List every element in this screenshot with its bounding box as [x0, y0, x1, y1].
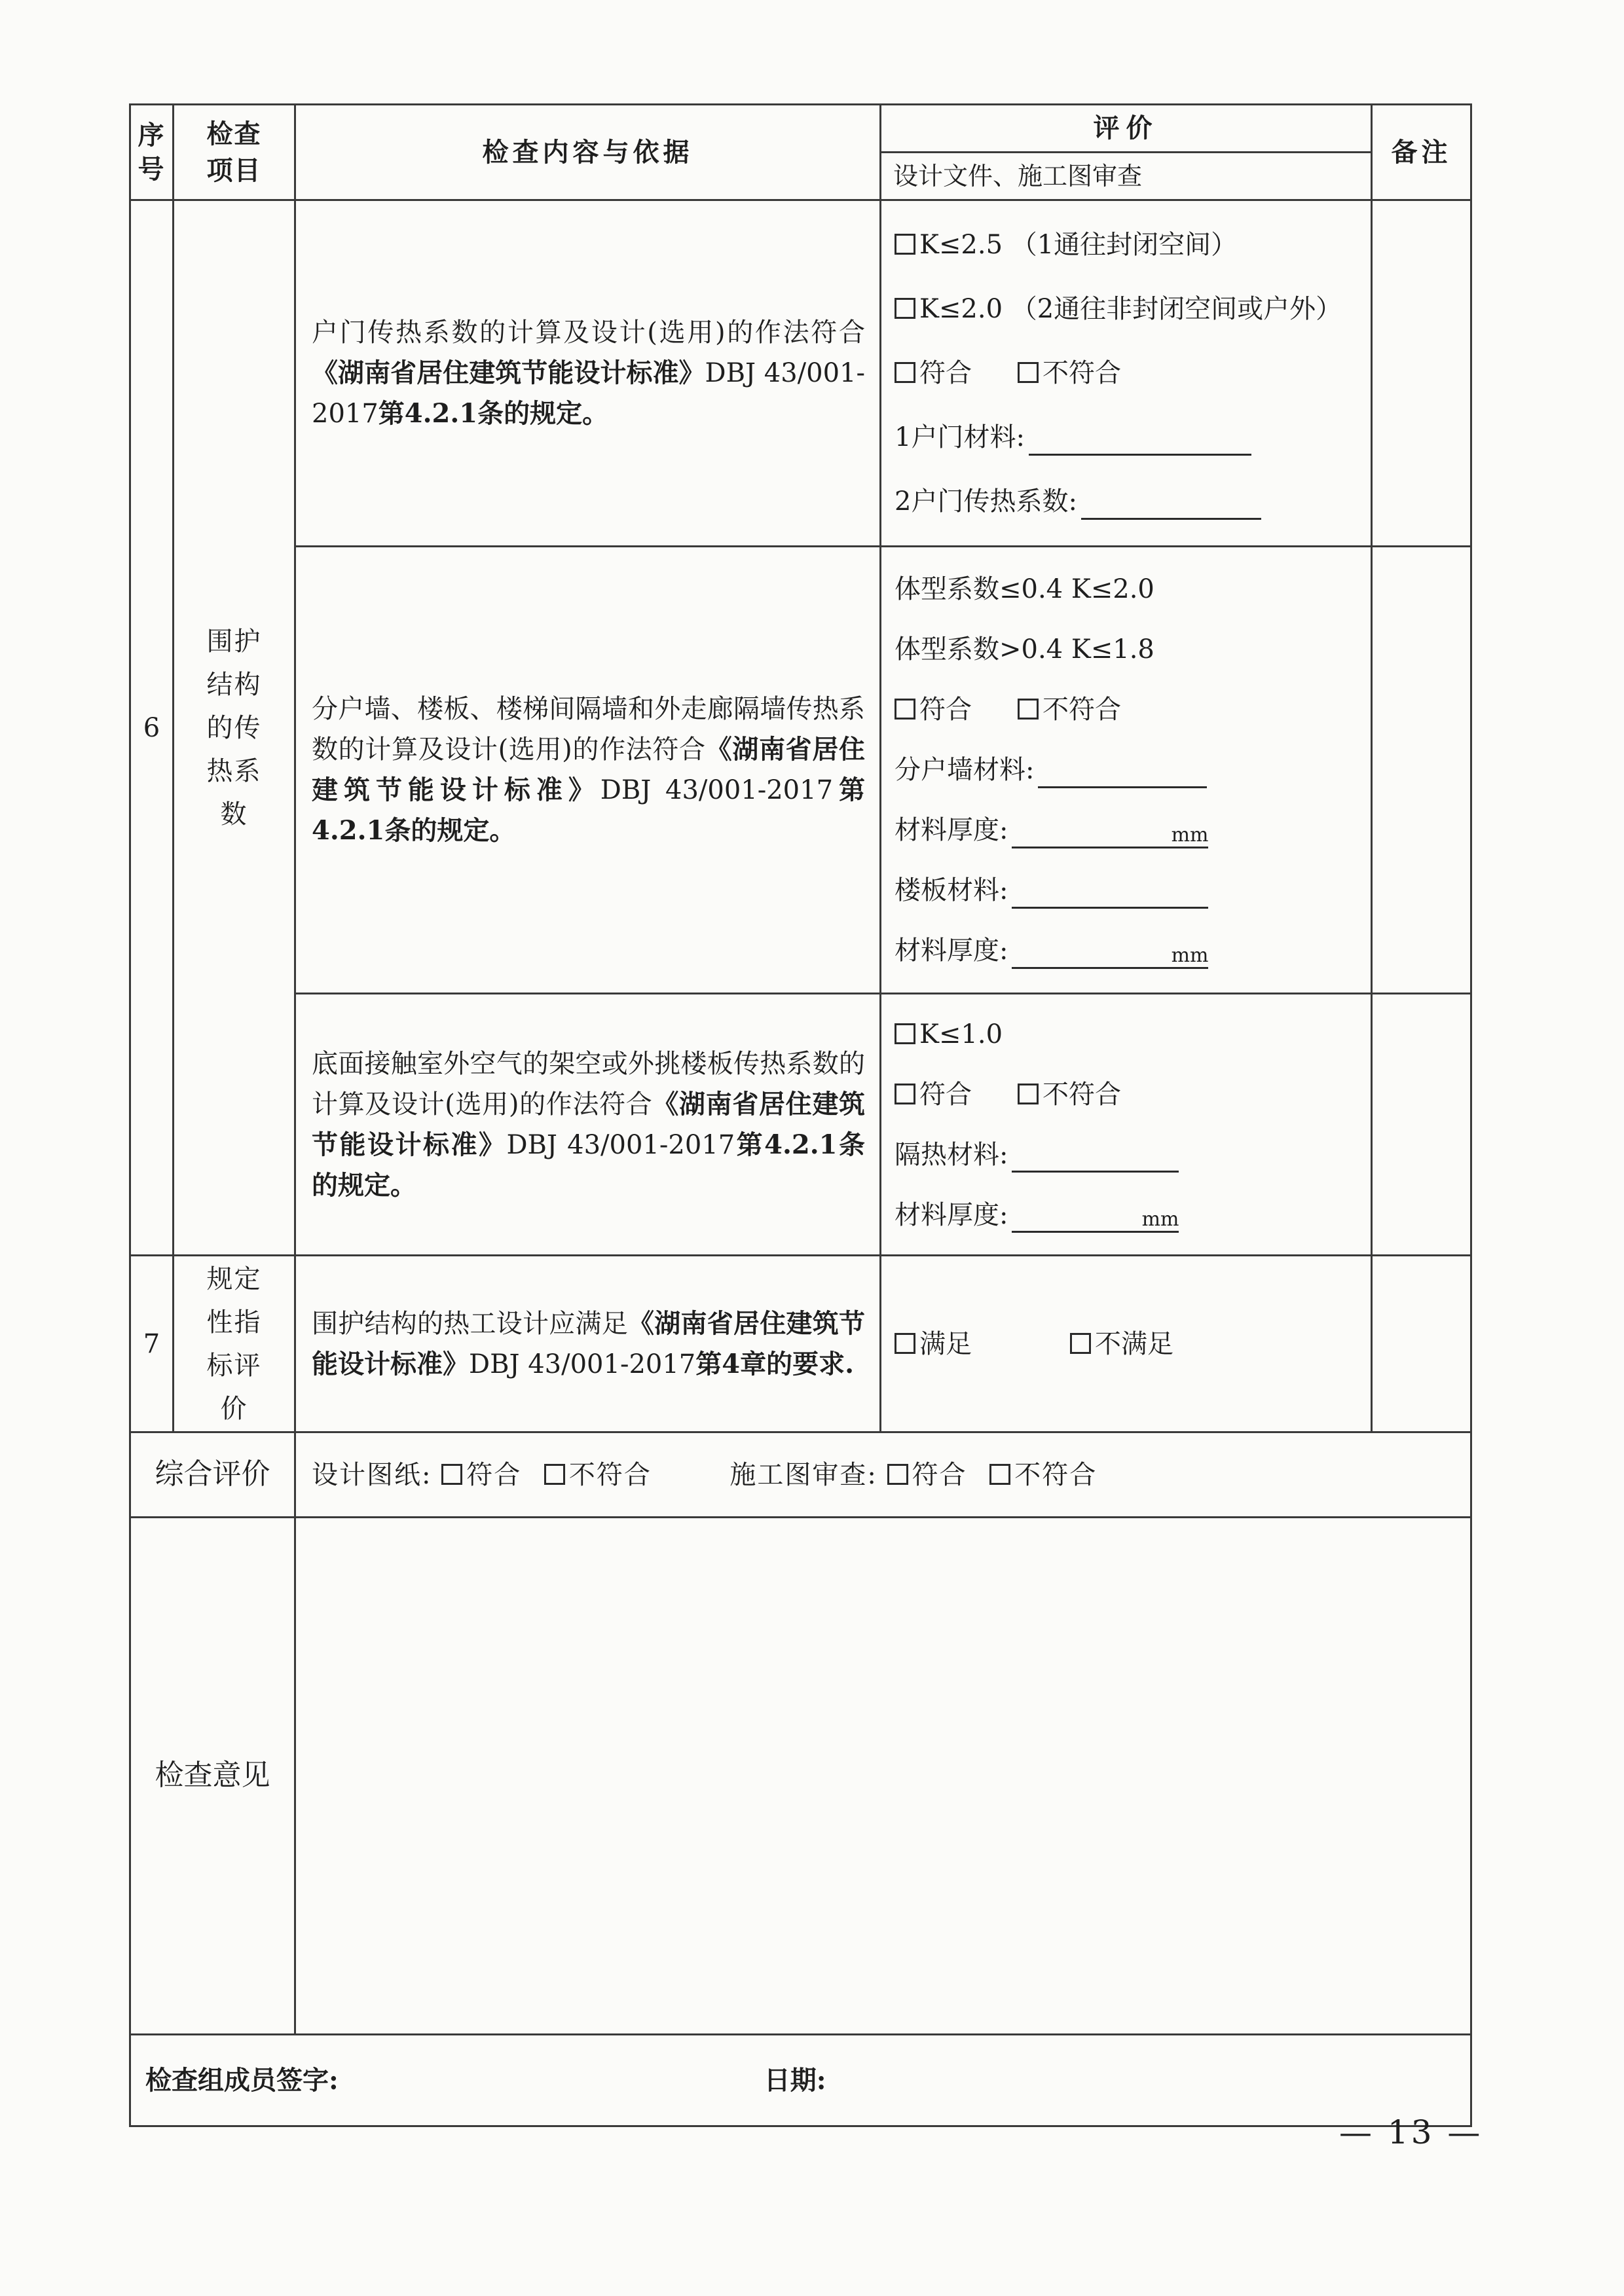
checkbox-icon[interactable] [1018, 699, 1039, 720]
opinion-row [130, 1518, 1471, 2035]
checkbox-icon[interactable] [441, 1464, 462, 1485]
inspection-table [129, 103, 1472, 2127]
header-remark: 备注 [1372, 105, 1471, 200]
checkbox-icon[interactable] [895, 362, 915, 383]
row6-sub1 [130, 200, 1471, 547]
floor-material-input[interactable] [1012, 877, 1208, 909]
header-item: 检查项目 [174, 105, 295, 200]
summary-row [130, 1432, 1471, 1518]
checkbox-icon[interactable] [1018, 362, 1039, 383]
door-coefficient-field: 2户门传热系数: [895, 469, 1361, 534]
opinion-area[interactable] [295, 1518, 1471, 2035]
checkbox-icon[interactable] [895, 1333, 915, 1354]
shape-coefficient-line-1: 体型系数≤0.4 K≤2.0 [895, 574, 1154, 604]
row6-sub1-remark[interactable] [1372, 200, 1471, 547]
slab-conformity: 符合 不符合 [895, 1065, 1361, 1125]
floor-thickness-field: 材料厚度: mm [895, 920, 1361, 981]
row7-seq: 7 [130, 1256, 174, 1432]
header-row [130, 105, 1471, 200]
checkbox-icon[interactable] [895, 234, 915, 255]
row6-item: 围护结构的传热系数 [174, 200, 295, 1256]
shape-coefficient-line-2: 体型系数>0.4 K≤1.8 [895, 634, 1154, 665]
row7 [130, 1256, 1471, 1432]
summary-label: 综合评价 [130, 1432, 295, 1518]
checkbox-icon[interactable] [887, 1464, 908, 1485]
checkbox-icon[interactable] [895, 298, 915, 319]
row6-sub2 [130, 547, 1471, 994]
row6-seq: 6 [130, 200, 174, 1256]
partition-material-input[interactable] [1038, 756, 1207, 788]
header-evaluation [881, 105, 1372, 200]
row7-remark[interactable] [1372, 1256, 1471, 1432]
insulation-thickness-field: 材料厚度: mm [895, 1185, 1361, 1245]
row6-sub3 [130, 994, 1471, 1256]
door-material-input[interactable] [1029, 424, 1251, 456]
header-content: 检查内容与依据 [295, 105, 881, 200]
header-evaluation-sub: 设计文件、施工图审查 [881, 151, 1371, 199]
checkbox-icon[interactable] [895, 699, 915, 720]
row7-satisfaction: 满足 不满足 [895, 1312, 1361, 1376]
insulation-material-input[interactable] [1012, 1140, 1179, 1173]
door-conformity: 符合 不符合 [895, 341, 1361, 405]
door-material-field: 1户门材料: [895, 405, 1361, 469]
floor-thickness-input[interactable]: mm [1012, 937, 1208, 969]
row7-item: 规定性指标评价 [174, 1256, 295, 1432]
checkbox-icon[interactable] [895, 1084, 915, 1104]
checkbox-icon[interactable] [544, 1464, 565, 1485]
checkbox-icon[interactable] [1070, 1333, 1091, 1354]
date-label: 日期: [764, 2064, 826, 2096]
row6-sub2-remark[interactable] [1372, 547, 1471, 994]
signature-cell [130, 2035, 1471, 2126]
door-coefficient-input[interactable] [1081, 488, 1261, 520]
door-option-k20[interactable]: K≤2.0 （2通往非封闭空间或户外） [895, 277, 1361, 341]
signature-row [130, 2035, 1471, 2126]
row6-sub3-remark[interactable] [1372, 994, 1471, 1256]
row6-sub2-evaluation [881, 547, 1372, 994]
row6-sub1-content: 户门传热系数的计算及设计(选用)的作法符合《湖南省居住建筑节能设计标准》DBJ 43/001-2017第4.2.1条的规定。 [295, 200, 881, 547]
wall-conformity: 符合 不符合 [895, 680, 1361, 740]
partition-thickness-input[interactable]: mm [1012, 816, 1208, 848]
row7-content: 围护结构的热工设计应满足《湖南省居住建筑节能设计标准》DBJ 43/001-2017第4章的要求. [295, 1256, 881, 1432]
slab-option-k10[interactable]: K≤1.0 [895, 1004, 1361, 1065]
summary-evaluation: 设计图纸: 符合 不符合 施工图审查: 符合 不符合 [295, 1432, 1471, 1518]
row6-sub3-content: 底面接触室外空气的架空或外挑楼板传热系数的计算及设计(选用)的作法符合《湖南省居住建筑节能设计标准》DBJ 43/001-2017第4.2.1条的规定。 [295, 994, 881, 1256]
header-evaluation-title: 评价 [1093, 113, 1159, 143]
members-signature-label: 检查组成员签字: [145, 2064, 339, 2096]
insulation-thickness-input[interactable]: mm [1012, 1201, 1179, 1233]
partition-material-field: 分户墙材料: [895, 740, 1361, 800]
row7-evaluation [881, 1256, 1372, 1432]
checkbox-icon[interactable] [989, 1464, 1010, 1485]
header-seq: 序号 [130, 105, 174, 200]
floor-material-field: 楼板材料: [895, 860, 1361, 920]
checkbox-icon[interactable] [1018, 1084, 1039, 1104]
partition-thickness-field: 材料厚度: mm [895, 800, 1361, 860]
row6-sub2-content: 分户墙、楼板、楼梯间隔墙和外走廊隔墙传热系数的计算及设计(选用)的作法符合《湖南省居住建筑节能设计标准》DBJ 43/001-2017第4.2.1条的规定。 [295, 547, 881, 994]
door-option-k25[interactable]: K≤2.5 （1通往封闭空间） [895, 213, 1361, 277]
row6-sub1-evaluation [881, 200, 1372, 547]
page-number: — 13 — [1339, 2113, 1483, 2151]
checkbox-icon[interactable] [895, 1023, 915, 1044]
opinion-label: 检查意见 [130, 1518, 295, 2035]
insulation-material-field: 隔热材料: [895, 1125, 1361, 1185]
row6-sub3-evaluation [881, 994, 1372, 1256]
